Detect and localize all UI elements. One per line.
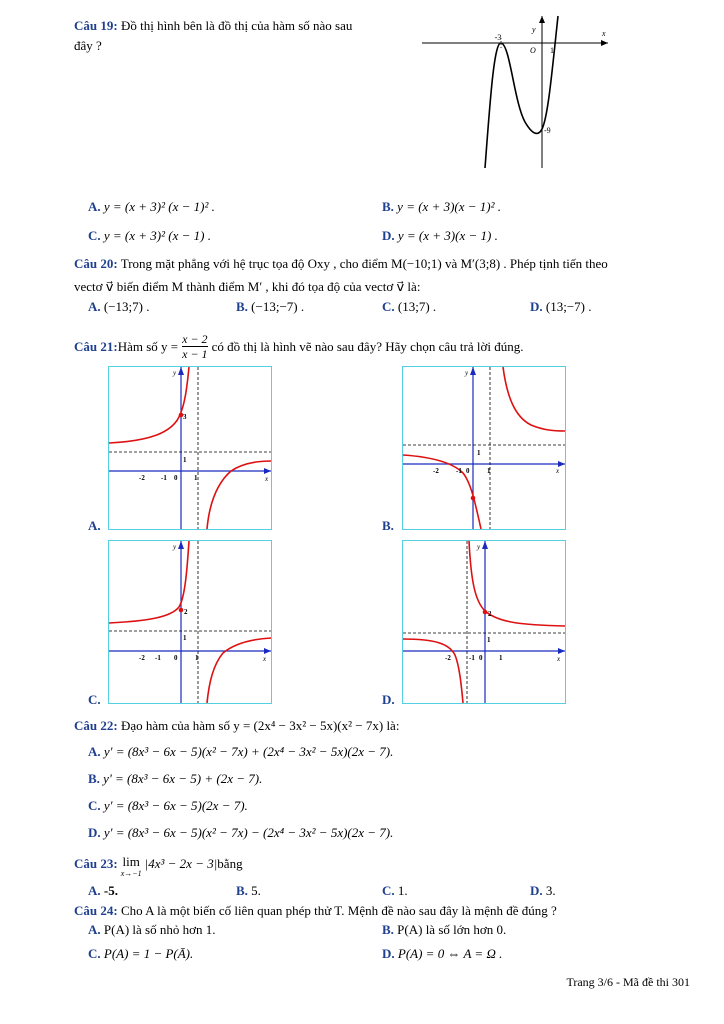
svg-text:1: 1 [487, 636, 491, 644]
q22-option-a[interactable]: A. y' = (8x³ − 6x − 5)(x² − 7x) + (2x⁴ − 3x² − 5x)(2x − 7). [88, 744, 394, 759]
svg-text:0: 0 [479, 654, 483, 662]
q20-option-a[interactable]: A. (−13;7) . [88, 299, 150, 314]
q19-option-a[interactable]: A. y = (x + 3)² (x − 1)² . [88, 199, 215, 214]
q21-option-d-label[interactable]: D. [382, 692, 395, 707]
q23-option-b[interactable]: B. 5. [236, 883, 261, 898]
q23-option-d[interactable]: D. 3. [530, 883, 556, 898]
page-footer: Trang 3/6 - Mã đề thi 301 [566, 975, 690, 989]
q19-stem-line1 [74, 18, 352, 34]
q21-option-b-label[interactable]: B. [382, 518, 394, 533]
q19-option-c[interactable]: C. y = (x + 3)² (x − 1) . [88, 228, 211, 243]
svg-text:1: 1 [194, 474, 198, 482]
q19-text-1: Đồ thị hình bên là đồ thị của hàm số nào sau [117, 18, 353, 33]
q21-fraction: $\frac{x - 2}{x - 1}$ [182, 332, 208, 361]
q21-option-c-label[interactable]: C. [88, 692, 101, 707]
svg-text:1: 1 [487, 467, 491, 475]
q19-label-neg3: -3 [494, 33, 502, 42]
q21-stem: Câu 21: Hàm số y = $\frac{x - 2}{x - 1}$ có đồ thị là hình vẽ nào sau đây? Hãy chọn câu trả lời đúng. [74, 332, 524, 361]
q24-option-b[interactable]: B. P(A) là số lớn hơn 0. [382, 922, 507, 937]
svg-text:-2: -2 [139, 654, 145, 662]
q19-cubic-graph [418, 12, 614, 172]
q22-option-c[interactable]: C. y' = (8x³ − 6x − 5)(2x − 7). [88, 798, 248, 813]
q24-stem: Câu 24: Cho A là một biến cố liên quan phép thử T. Mệnh đề nào sau đây là mệnh đề đúng ? [74, 903, 557, 918]
q24-option-c[interactable]: C. P(A) = 1 − P(Ā). [88, 946, 194, 961]
q22-option-b[interactable]: B. y' = (8x³ − 6x − 5) + (2x − 7). [88, 771, 263, 786]
svg-text:1: 1 [499, 654, 503, 662]
q19-label: Câu 19: [74, 18, 118, 33]
q19-label-x: x [602, 29, 606, 38]
q19-option-d[interactable]: D. y = (x + 3)(x − 1) . [382, 228, 498, 243]
q22-stem: Câu 22: Đạo hàm của hàm số y = (2x⁴ − 3x² − 5x)(x² − 7x) là: [74, 718, 400, 733]
q21-option-a-label[interactable]: A. [88, 518, 101, 533]
q21-graph-d[interactable] [402, 540, 566, 704]
svg-text:y: y [465, 369, 469, 377]
svg-text:y: y [173, 369, 177, 377]
svg-text:y: y [173, 543, 177, 551]
q20-stem-line1: Câu 20: Trong mặt phẳng với hệ trục tọa độ Oxy , cho điểm M(−10;1) và M′(3;8) . Phép tịnh tiến theo [74, 256, 608, 271]
q20-option-d[interactable]: D. (13;−7) . [530, 299, 592, 314]
q23-stem: Câu 23: lim x→−1 |4x³ − 2x − 3| bằng [74, 854, 243, 878]
q19-stem-line2: đây ? [74, 38, 102, 53]
svg-text:0: 0 [174, 654, 178, 662]
svg-text:-2: -2 [445, 654, 451, 662]
q23-limit: lim x→−1 [120, 854, 142, 878]
svg-text:1: 1 [477, 449, 481, 457]
svg-text:-1: -1 [456, 467, 462, 475]
q19-label-y: y [532, 25, 536, 34]
svg-text:1: 1 [183, 634, 187, 642]
svg-text:0: 0 [174, 474, 178, 482]
q19-option-b[interactable]: B. y = (x + 3)(x − 1)² . [382, 199, 502, 214]
svg-text:1: 1 [183, 456, 187, 464]
svg-text:x: x [557, 655, 561, 663]
svg-text:2: 2 [184, 608, 188, 616]
q20-option-c[interactable]: C. (13;7) . [382, 299, 437, 314]
q20-option-b[interactable]: B. (−13;−7) . [236, 299, 305, 314]
q22-option-d[interactable]: D. y' = (8x³ − 6x − 5)(x² − 7x) − (2x⁴ − 3x² − 5x)(2x − 7). [88, 825, 394, 840]
q24-option-d[interactable]: D. P(A) = 0 ⇔ A = Ω . [382, 946, 503, 961]
svg-text:-1: -1 [161, 474, 167, 482]
svg-text:2: 2 [488, 610, 492, 618]
q24-option-a[interactable]: A. P(A) là số nhỏ hơn 1. [88, 922, 216, 937]
q19-y-arrow [539, 16, 545, 23]
svg-text:-2: -2 [433, 467, 439, 475]
q21-graph-b[interactable] [402, 366, 566, 530]
svg-text:1: 1 [195, 654, 199, 662]
svg-text:x: x [263, 655, 267, 663]
q23-option-c[interactable]: C. 1. [382, 883, 408, 898]
q23-option-a[interactable]: A. -5. [88, 883, 118, 898]
q19-label-one: 1 [550, 46, 554, 55]
q19-label-neg9: -9 [544, 126, 551, 135]
svg-text:-1: -1 [155, 654, 161, 662]
svg-text:0: 0 [466, 467, 470, 475]
q19-label-origin: O [530, 46, 536, 55]
svg-text:3: 3 [183, 413, 187, 421]
q21-graph-c[interactable] [108, 540, 272, 704]
svg-text:-1: -1 [469, 654, 475, 662]
q19-x-arrow [601, 40, 608, 46]
q21-graph-a[interactable] [108, 366, 272, 530]
svg-text:x: x [265, 475, 269, 483]
svg-text:-2: -2 [139, 474, 145, 482]
q20-stem-line2: vectơ v⃗ biến điểm M thành điểm M′ , khi đó tọa độ của vectơ v⃗ là: [74, 279, 421, 294]
svg-text:y: y [477, 543, 481, 551]
svg-text:x: x [556, 467, 560, 475]
